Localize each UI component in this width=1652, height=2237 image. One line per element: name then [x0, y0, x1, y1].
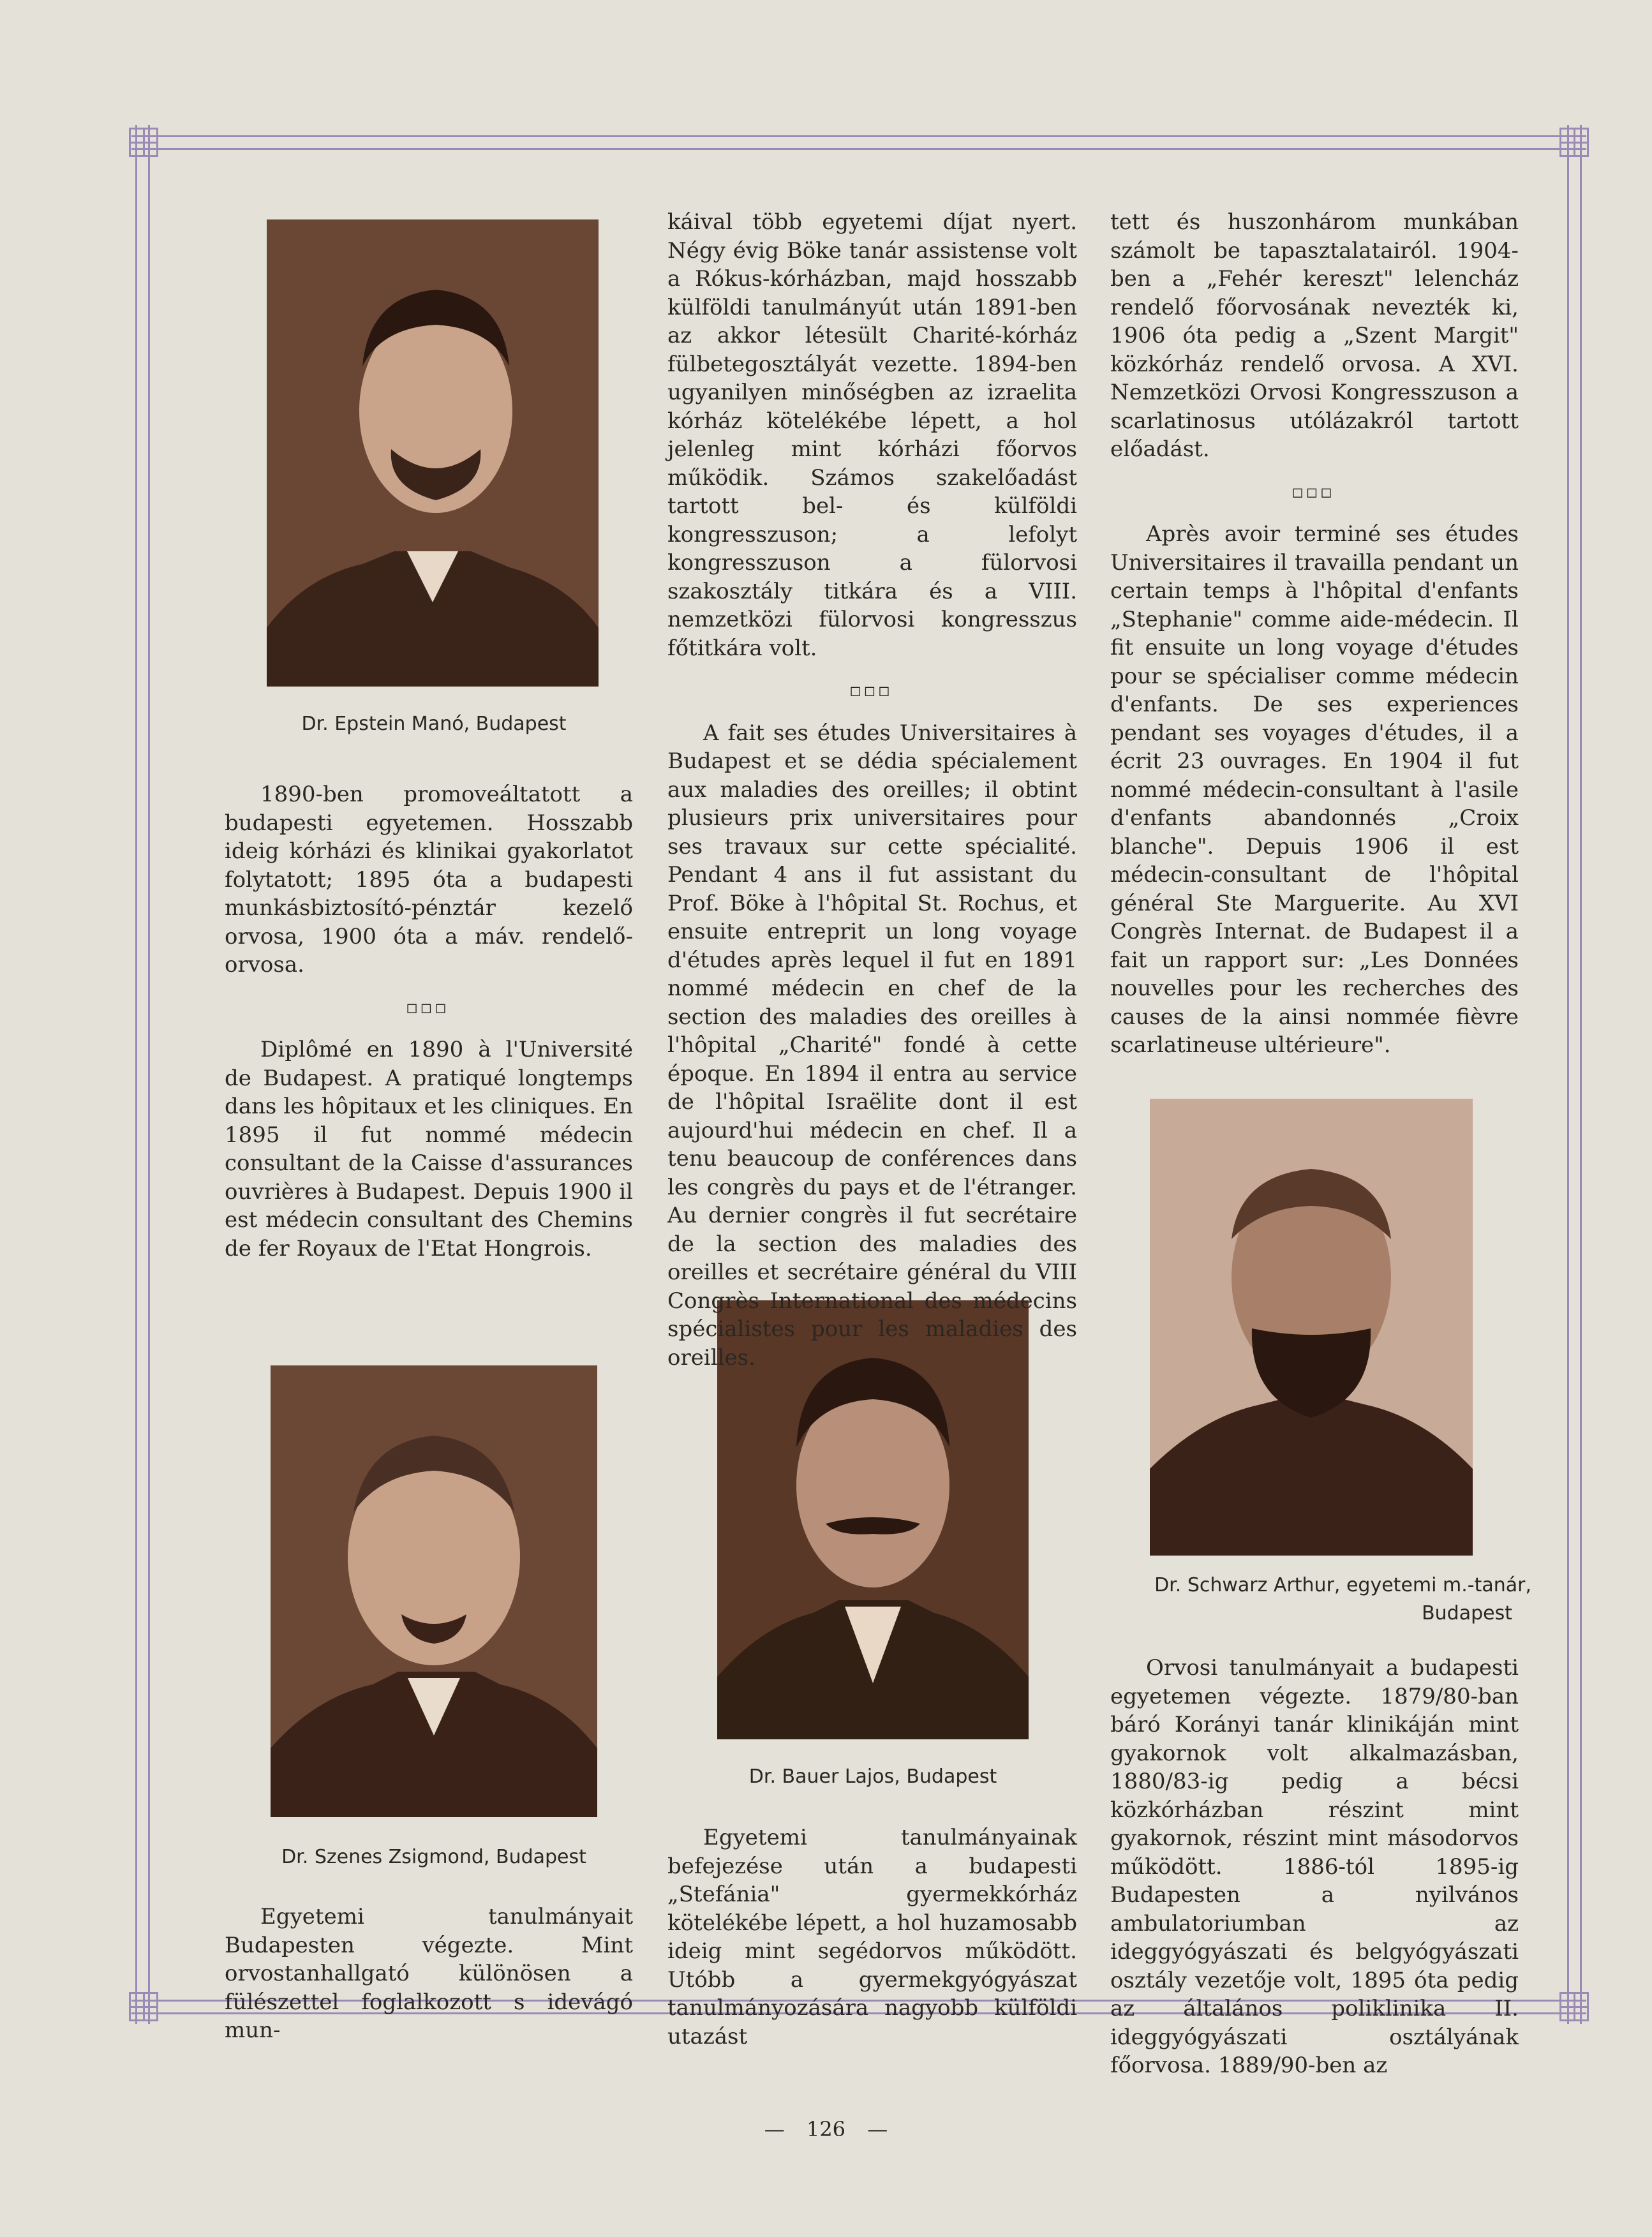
frame-left-outer — [135, 125, 137, 2024]
epstein-bio-fr: Diplômé en 1890 à l'Université de Budapest. A pratiqué longtemps dans les hôpitaux et les cliniques. En 1895 il fut nommé médecin consultant de la Caisse d'assurances ouvrières à Budapest. Depuis 1900 il est médecin consultant des Chemins de fer Royaux de l'Etat Hongrois. — [225, 1037, 633, 1261]
section-separator: □□□ — [407, 998, 450, 1016]
bauer-bio-hu: Egyetemi tanulmányainak befejezése után a budapesti „Stefánia" gyermekkórház kötelékébe lépett, a hol huzamosabb ideig mint segédorvos működött. Utóbb a gyermekgyógyászat tanulmányozására nagyobb külföldi utazást — [667, 1825, 1077, 2049]
frame-right-inner — [1567, 125, 1569, 2024]
frame-corner-tl — [129, 128, 158, 157]
column-3-lower — [1110, 1654, 1519, 2080]
page-number-dash-right: — — [867, 2117, 888, 2141]
portrait-bauer-caption: Dr. Bauer Lajos, Budapest — [748, 1765, 997, 1788]
frame-top-outer — [131, 135, 1586, 137]
portrait-epstein-caption: Dr. Epstein Manó, Budapest — [301, 713, 567, 735]
schwarz-bio-hu: Orvosi tanulmányait a budapesti egyetemen végezte. 1879/80-ban báró Korányi tanár klinikáján mint gyakornok volt alkalmazásban, 1880/83-ig pedig a bécsi közkórházban részint mint gyakornok, részint mint másodorvos működött. 1886-tól 1895-ig Budapesten a nyilvános ambulatoriumban az ideggyógyászati és belgyógyászati osztály vezetője volt, 1895 óta pedig az általános poliklinika II. ideggyógyászati osztályának főorvosa. 1889/90-ben az — [1110, 1655, 1519, 2078]
szenes-bio-hu: Egyetemi tanulmányait Budapesten végezte. Mint orvostanhallgató különösen a fülészettel foglalkozott s idevágó mun- — [225, 1904, 633, 2043]
page-number-value: 126 — [806, 2117, 846, 2141]
portrait-szenes — [271, 1365, 597, 1817]
portrait-epstein — [267, 219, 599, 687]
portrait-szenes-caption: Dr. Szenes Zsigmond, Budapest — [281, 1846, 586, 1868]
frame-top-inner — [131, 148, 1586, 150]
portrait-schwarz — [1150, 1099, 1473, 1556]
bauer-bio-fr: Après avoir terminé ses études Universitaires il travailla pendant un certain temps à l'hôpital d'enfants „Stephanie" comme aide-médecin. Il fit ensuite un long voyage d'études pour se spécialiser comme médecin d'enfants. De ses experiences pendant ses voyages d'études, il a écrit 23 ouvrages. En 1904 il fut nommé médecin-consultant à l'asile d'enfants abandonnés „Croix blanche". Depuis 1906 il est médecin-consultant de l'hôpital général Ste Marguerite. Au XVI Congrès Internat. de Budapest il a fait un rapport sur: „Les Données nouvelles pour les recherches des causes de la ainsi nommée fièvre scarlatineuse ultérieure". — [1110, 521, 1519, 1058]
page-number — [0, 2117, 1652, 2141]
column-2-lower — [667, 1824, 1077, 2051]
frame-corner-tr — [1559, 128, 1589, 157]
frame-corner-br — [1559, 1992, 1589, 2021]
epstein-bio-hu: 1890-ben promoveáltatott a budapesti egyetemen. Hosszabb ideig kórházi és klinikai gyakorlatot folytatott; 1895 óta a budapesti munkásbiztosító-pénztár kezelő orvosa, 1900 óta a máv. rendelő-orvosa. — [225, 782, 633, 977]
portrait-schwarz-caption-line2: Budapest — [1422, 1602, 1512, 1624]
column-3-upper — [1110, 208, 1519, 1060]
frame-left-inner — [148, 125, 150, 2024]
bauer-bio-hu-continued: tett és huszonhárom munkában számolt be tapasztalatairól. 1904-ben a „Fehér kereszt" lelencház rendelő főorvosának nevezték ki, 1906 óta pedig a „Szent Margit" közkórház rendelő orvosa. A XVI. Nemzetközi Orvosi Kongresszuson a scarlatinosus utólázakról tartott előadást. — [1110, 209, 1519, 462]
section-separator: □□□ — [851, 681, 894, 699]
column-1-lower — [225, 1903, 633, 2045]
szenes-bio-fr: A fait ses études Universitaires à Budapest et se dédia spécialement aux maladies des oreilles; il obtint plusieurs prix universitaires pour ses travaux sur cette spécialité. Pendant 4 ans il fut assistant du Prof. Böke à l'hôpital St. Rochus, et ensuite entreprit un long voyage d'études après lequel il fut en 1891 nommé médecin en chef de la section des maladies des oreilles à l'hôpital „Charité" fondé à cette époque. En 1894 il entra au service de l'hôpital Israëlite dont il est aujourd'hui médecin en chef. Il a tenu beaucoup de conférences dans les congrès du pays et de l'étranger. Au dernier congrès il fut secrétaire de la section des maladies des oreilles et secrétaire général du VIII Congrès International des médecins spécialistes pour les maladies des oreilles. — [667, 720, 1077, 1371]
section-separator: □□□ — [1293, 482, 1336, 501]
column-2-upper — [667, 208, 1077, 1372]
frame-right-outer — [1580, 125, 1582, 2024]
szenes-bio-hu-continued: káival több egyetemi díjat nyert. Négy évig Böke tanár assistense volt a Rókus-kórházban, majd hosszabb külföldi tanulmányút után 1891-ben az akkor létesült Charité-kórház fülbetegosztályát vezette. 1894-ben ugyanilyen minőségben az izraelita kórház kötelékébe lépett, a hol jelenleg mint kórházi főorvos működik. Számos szakelőadást tartott bel- és külföldi kongresszuson; a lefolyt kongresszuson a fülorvosi szakosztály titkára és a VIII. nemzetközi fülorvosi kongresszus főtitkára volt. — [667, 209, 1077, 661]
frame-corner-bl — [129, 1992, 158, 2021]
page-number-dash-left: — — [764, 2117, 785, 2141]
column-1-upper — [225, 780, 633, 1263]
portrait-schwarz-caption-line1: Dr. Schwarz Arthur, egyetemi m.-tanár, — [1154, 1574, 1531, 1596]
